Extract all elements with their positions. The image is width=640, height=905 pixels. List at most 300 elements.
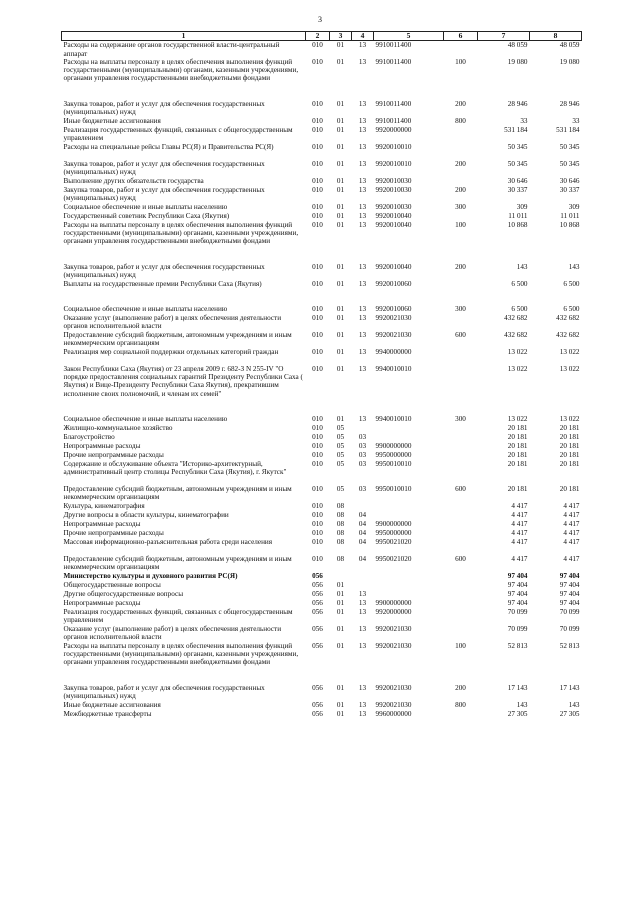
cell-c4: 13 [358,700,367,709]
cell-c3: 08 [336,528,345,537]
page-number: 3 [318,15,322,24]
cell-c7: 17 143 [507,683,528,692]
row-label: Непрограммные расходы [63,441,141,450]
cell-c7: 13 022 [507,414,528,423]
cell-c2: 010 [312,484,323,493]
table-row [62,460,582,485]
cell-c2: 056 [312,709,323,718]
cell-c7: 6 500 [511,279,528,288]
cell-c3: 01 [336,589,345,598]
row-label: Предоставление субсидий бюджетным, автономным учреждениям и иным некоммерческим организациям [63,330,292,348]
cell-c8: 4 417 [563,510,580,519]
cell-c8: 17 143 [559,683,580,692]
cell-c5: 9900000000 [375,441,412,450]
row-label: Социальное обеспечение и иные выплаты населению [63,414,228,423]
cell-c2: 010 [312,554,323,563]
cell-c4: 13 [358,598,367,607]
cell-c3: 01 [336,607,345,616]
cell-c5: 9920010030 [375,176,412,185]
cell-c3: 05 [336,484,345,493]
cell-c8: 97 404 [559,598,580,607]
table-row [62,186,582,203]
cell-c4: 04 [358,519,367,528]
cell-c3: 08 [336,510,345,519]
cell-c8: 6 500 [563,279,580,288]
cell-c6 [444,424,478,433]
cell-c3: 01 [336,125,345,134]
cell-c3: 01 [336,364,345,373]
cell-c2: 010 [312,501,323,510]
cell-c4: 04 [358,554,367,563]
cell-c4: 13 [358,262,367,271]
cell-c8: 28 946 [559,99,580,108]
cell-c8: 20 181 [559,441,580,450]
cell-c2: 056 [312,700,323,709]
cell-c3: 01 [336,313,345,322]
cell-c3: 01 [336,580,345,589]
cell-c2: 010 [312,262,323,271]
table-row [62,126,582,143]
row-label: Благоустройство [63,432,115,441]
row-label: Прочие непрограммные расходы [63,450,164,459]
row-label: Закупка товаров, работ и услуг для обеспечения государственных (муниципальных) нужд [63,262,265,280]
cell-c6: 800 [455,700,466,709]
cell-c2: 056 [312,607,323,616]
cell-c2: 010 [312,279,323,288]
cell-c6 [444,460,478,485]
cell-c2: 010 [312,313,323,322]
cell-c6: 600 [455,330,466,339]
cell-c4 [352,581,374,590]
cell-c8: 531 184 [556,125,580,134]
cell-c4: 13 [358,304,367,313]
row-label: Социальное обеспечение и иные выплаты населению [63,202,228,211]
cell-c5: 9950000000 [375,528,412,537]
cell-c4: 04 [358,537,367,546]
cell-c6: 200 [455,185,466,194]
cell-c6 [444,581,478,590]
table-row [62,221,582,263]
cell-c8: 52 813 [559,641,580,650]
table-row [62,314,582,331]
cell-c7: 143 [516,262,528,271]
cell-c2: 010 [312,99,323,108]
table-row [62,599,582,608]
cell-c5: 9950021020 [375,554,412,563]
cell-c8: 20 181 [559,423,580,432]
cell-c7: 20 181 [507,450,528,459]
cell-c4: 03 [358,450,367,459]
row-label: Непрограммные расходы [63,519,141,528]
cell-c7: 97 404 [507,580,528,589]
cell-c6: 100 [455,57,466,66]
cell-c7: 97 404 [507,598,528,607]
cell-c3: 05 [336,432,345,441]
cell-c2: 010 [312,364,323,373]
cell-c2: 010 [312,519,323,528]
cell-c8: 48 059 [559,41,580,50]
table-row [62,555,582,572]
cell-c7: 20 181 [507,441,528,450]
cell-c5: 9920021030 [375,624,412,633]
cell-c6 [444,433,478,442]
row-label: Закупка товаров, работ и услуг для обеспечения государственных (муниципальных) нужд [63,683,265,701]
cell-c5: 9920010060 [375,304,412,313]
cell-c4: 13 [358,347,367,356]
table-row [62,212,582,221]
cell-c7: 20 181 [507,432,528,441]
cell-c5: 9900000000 [375,519,412,528]
cell-c5: 9920010030 [375,202,412,211]
table-row [62,608,582,625]
row-label: Иные бюджетные ассигнования [63,116,161,125]
table-row [62,684,582,701]
cell-c7: 30 337 [507,185,528,194]
row-label: Расходы на выплаты персоналу в целях обеспечения выполнения функций государственными (муниципальными) органами, казенными учреждениями, органами управления государственными внебюджетными фондами [63,641,299,667]
cell-c6 [444,212,478,221]
cell-c6: 200 [455,99,466,108]
cell-c6 [444,126,478,143]
cell-c5: 9950021020 [375,537,412,546]
row-label: Предоставление субсидий бюджетным, автономным учреждениям и иным некоммерческим организациям [63,484,292,502]
cell-c6 [444,502,478,511]
cell-c5: 9960000000 [375,709,412,718]
cell-c3: 01 [336,330,345,339]
cell-c5: 9920010040 [375,211,412,220]
row-label: Расходы на специальные рейсы Главы РС(Я) и Правительства РС(Я) [63,142,274,151]
cell-c5: 9920000000 [375,125,412,134]
row-label: Иные бюджетные ассигнования [63,700,161,709]
table-row [62,424,582,433]
column-header: 6 [444,32,478,41]
cell-c4: 13 [358,41,367,50]
cell-c3: 08 [336,537,345,546]
cell-c2: 010 [312,211,323,220]
table-row [62,41,582,58]
cell-c4: 13 [358,202,367,211]
cell-c2: 010 [312,432,323,441]
cell-c7: 143 [516,700,528,709]
cell-c7: 20 181 [507,459,528,468]
cell-c3: 08 [336,519,345,528]
cell-c3: 01 [336,142,345,151]
cell-c6: 800 [455,116,466,125]
cell-c7: 28 946 [507,99,528,108]
cell-c7: 6 500 [511,304,528,313]
row-label: Прочие непрограммные расходы [63,528,164,537]
cell-c4: 13 [358,176,367,185]
row-label: Непрограммные расходы [63,598,141,607]
row-label: Выполнение других обязательств государства [63,176,204,185]
cell-c2: 010 [312,185,323,194]
cell-c5: 9920010030 [375,185,412,194]
cell-c6 [444,599,478,608]
table-row [62,451,582,460]
table-row [62,529,582,538]
table-row [62,511,582,520]
cell-c5 [374,581,444,590]
row-label: Оказание услуг (выполнение работ) в целях обеспечения деятельности органов исполнительной власти [63,313,282,331]
row-label: Социальное обеспечение и иные выплаты населению [63,304,228,313]
cell-c7: 309 [516,202,528,211]
cell-c7: 13 022 [507,364,528,373]
cell-c3: 01 [336,202,345,211]
cell-c5: 9920000000 [375,607,412,616]
column-header: 4 [352,32,374,41]
cell-c2: 056 [312,641,323,650]
cell-c4: 13 [358,364,367,373]
cell-c7: 97 404 [507,571,528,580]
cell-c2: 010 [312,528,323,537]
cell-c6 [444,529,478,538]
cell-c5 [374,572,444,581]
cell-c7: 4 417 [511,528,528,537]
cell-c6: 200 [455,262,466,271]
table-row [62,642,582,684]
cell-c5: 9920021030 [375,683,412,692]
row-label: Реализация мер социальной поддержки отдельных категорий граждан [63,347,279,356]
row-label: Другие вопросы в области культуры, кинематографии [63,510,229,519]
cell-c7: 50 345 [507,142,528,151]
cell-c7: 432 682 [504,330,528,339]
cell-c3: 08 [336,554,345,563]
cell-c4: 13 [358,709,367,718]
cell-c8: 50 345 [559,159,580,168]
cell-c8: 50 345 [559,142,580,151]
cell-c8: 20 181 [559,432,580,441]
cell-c7: 10 868 [507,220,528,229]
cell-c5 [374,424,444,433]
cell-c8: 309 [568,202,580,211]
cell-c4: 13 [358,99,367,108]
cell-c3: 01 [336,185,345,194]
cell-c8: 4 417 [563,554,580,563]
table-row [62,572,582,581]
cell-c7: 27 305 [507,709,528,718]
cell-c6 [444,451,478,460]
cell-c2: 010 [312,450,323,459]
cell-c3: 01 [336,304,345,313]
cell-c8: 4 417 [563,501,580,510]
cell-c2: 010 [312,57,323,66]
cell-c4 [352,424,374,433]
cell-c7: 4 417 [511,501,528,510]
cell-c3: 08 [336,501,345,510]
cell-c4: 13 [358,142,367,151]
cell-c6: 600 [455,484,466,493]
cell-c3: 01 [336,159,345,168]
cell-c5 [374,433,444,442]
cell-c2: 010 [312,202,323,211]
cell-c6: 100 [455,641,466,650]
cell-c8: 143 [568,700,580,709]
cell-c4: 03 [358,441,367,450]
cell-c4: 13 [358,185,367,194]
cell-c7: 4 417 [511,519,528,528]
table-row [62,590,582,599]
cell-c5: 9920021030 [375,330,412,339]
cell-c3: 05 [336,450,345,459]
cell-c6 [444,365,478,415]
cell-c8: 70 099 [559,607,580,616]
column-header: 8 [530,32,582,41]
cell-c7: 432 682 [504,313,528,322]
cell-c3: 01 [336,624,345,633]
cell-c4: 13 [358,414,367,423]
table-row [62,100,582,117]
cell-c6: 100 [455,220,466,229]
cell-c7: 70 099 [507,624,528,633]
cell-c8: 70 099 [559,624,580,633]
cell-c6 [444,348,478,365]
row-label: Выплаты на государственные премии Республики Саха (Якутия) [63,279,262,288]
cell-c2: 056 [312,624,323,633]
table-row [62,263,582,280]
row-label: Закон Республики Саха (Якутия) от 23 апреля 2009 г. 682-З N 255-IV "О порядке предоставления социальных гарантий Президенту Республики Саха ( Якутия) и Вице-Президенту Республики Саха Якутия), прекратившим исполнение своих полномочий, и членам их семей" [63,364,303,398]
cell-c7: 4 417 [511,510,528,519]
cell-c7: 33 [520,116,528,125]
cell-c7: 52 813 [507,641,528,650]
cell-c2: 056 [312,589,323,598]
cell-c8: 13 022 [559,364,580,373]
header-row [62,32,582,41]
cell-c3: 01 [336,57,345,66]
cell-c3: 01 [336,709,345,718]
cell-c4: 13 [358,116,367,125]
cell-c3: 01 [336,41,345,50]
table-row [62,625,582,642]
column-header: 7 [478,32,530,41]
cell-c2: 056 [312,580,323,589]
row-label: Расходы на выплаты персоналу в целях обеспечения выполнения функций государственными (муниципальными) органами, казенными учреждениями, органами управления государственными внебюджетными фондами [63,220,299,246]
cell-c6 [444,41,478,58]
cell-c2: 010 [312,304,323,313]
cell-c3: 01 [336,262,345,271]
cell-c4: 13 [358,125,367,134]
cell-c2: 010 [312,537,323,546]
row-label: Закупка товаров, работ и услуг для обеспечения государственных (муниципальных) нужд [63,99,265,117]
row-label: Закупка товаров, работ и услуг для обеспечения государственных (муниципальных) нужд [63,185,265,203]
cell-c8: 4 417 [563,537,580,546]
cell-c5: 9910011400 [375,99,412,108]
cell-c3: 05 [336,441,345,450]
cell-c4: 13 [358,641,367,650]
cell-c3: 01 [336,598,345,607]
cell-c2: 010 [312,176,323,185]
cell-c8: 30 646 [559,176,580,185]
cell-c2: 056 [312,571,323,580]
cell-c8: 30 337 [559,185,580,194]
cell-c4: 13 [358,57,367,66]
cell-c8: 4 417 [563,519,580,528]
cell-c5: 9920021030 [375,641,412,650]
row-label: Государственный советник Республики Саха (Якутия) [63,211,230,220]
cell-c4 [352,502,374,511]
cell-c3: 01 [336,176,345,185]
column-header: 3 [330,32,352,41]
table-row [62,415,582,424]
cell-c4: 13 [358,159,367,168]
row-label: Межбюджетные трансферты [63,709,152,718]
cell-c6: 300 [455,414,466,423]
table-row [62,701,582,710]
cell-c6: 200 [455,683,466,692]
cell-c3: 01 [336,347,345,356]
cell-c7: 20 181 [507,423,528,432]
cell-c5: 9910011400 [375,116,412,125]
cell-c4 [352,572,374,581]
cell-c7: 48 059 [507,41,528,50]
table-row [62,143,582,160]
cell-c6 [444,608,478,625]
table-row [62,203,582,212]
table-row [62,160,582,177]
cell-c8: 97 404 [559,580,580,589]
table-row [62,581,582,590]
cell-c4: 13 [358,313,367,322]
cell-c6: 600 [455,554,466,563]
cell-c8: 4 417 [563,528,580,537]
cell-c2: 010 [312,330,323,339]
cell-c3: 01 [336,220,345,229]
row-label: Расходы на выплаты персоналу в целях обеспечения выполнения функций государственными (муниципальными) органами, казенными учреждениями, органами управления государственными внебюджетными фондами [63,57,299,83]
cell-c5: 9920010040 [375,220,412,229]
column-header: 2 [306,32,330,41]
row-label: Жилищно-коммунальное хозяйство [63,423,173,432]
cell-c5: 9940010010 [375,414,412,423]
cell-c8: 13 022 [559,347,580,356]
cell-c3: 01 [336,279,345,288]
row-label: Министерство культуры и духовного развития РС(Я) [63,571,238,580]
cell-c5: 9940000000 [375,347,412,356]
cell-c6: 300 [455,304,466,313]
cell-c8: 33 [572,116,580,125]
cell-c4: 03 [358,459,367,468]
table-row [62,117,582,126]
cell-c5: 9950010010 [375,484,412,493]
cell-c7: 20 181 [507,484,528,493]
row-label: Культура, кинематография [63,501,145,510]
row-label: Массовая информационно-разъяснительная работа среди населения [63,537,273,546]
row-label: Расходы на содержание органов государственной власти-центральный аппарат [63,41,280,58]
cell-c4: 03 [358,432,367,441]
cell-c2: 010 [312,142,323,151]
cell-c8: 432 682 [556,313,580,322]
cell-c4: 13 [358,220,367,229]
cell-c4: 13 [358,624,367,633]
cell-c2: 010 [312,125,323,134]
table-row [62,502,582,511]
cell-c6 [444,538,478,555]
cell-c2: 010 [312,41,323,50]
table-row [62,305,582,314]
table-row [62,365,582,415]
cell-c4: 13 [358,683,367,692]
cell-c4: 13 [358,330,367,339]
row-label: Другие общегосударственные вопросы [63,589,184,598]
cell-c2: 010 [312,423,323,432]
table-row [62,331,582,348]
cell-c8: 27 305 [559,709,580,718]
cell-c2: 010 [312,347,323,356]
cell-c8: 20 181 [559,450,580,459]
row-label: Закупка товаров, работ и услуг для обеспечения государственных (муниципальных) нужд [63,159,265,177]
table-row [62,538,582,555]
cell-c4: 13 [358,211,367,220]
cell-c7: 4 417 [511,554,528,563]
table-row [62,280,582,305]
row-label: Оказание услуг (выполнение работ) в целях обеспечения деятельности органов исполнительной власти [63,624,282,642]
